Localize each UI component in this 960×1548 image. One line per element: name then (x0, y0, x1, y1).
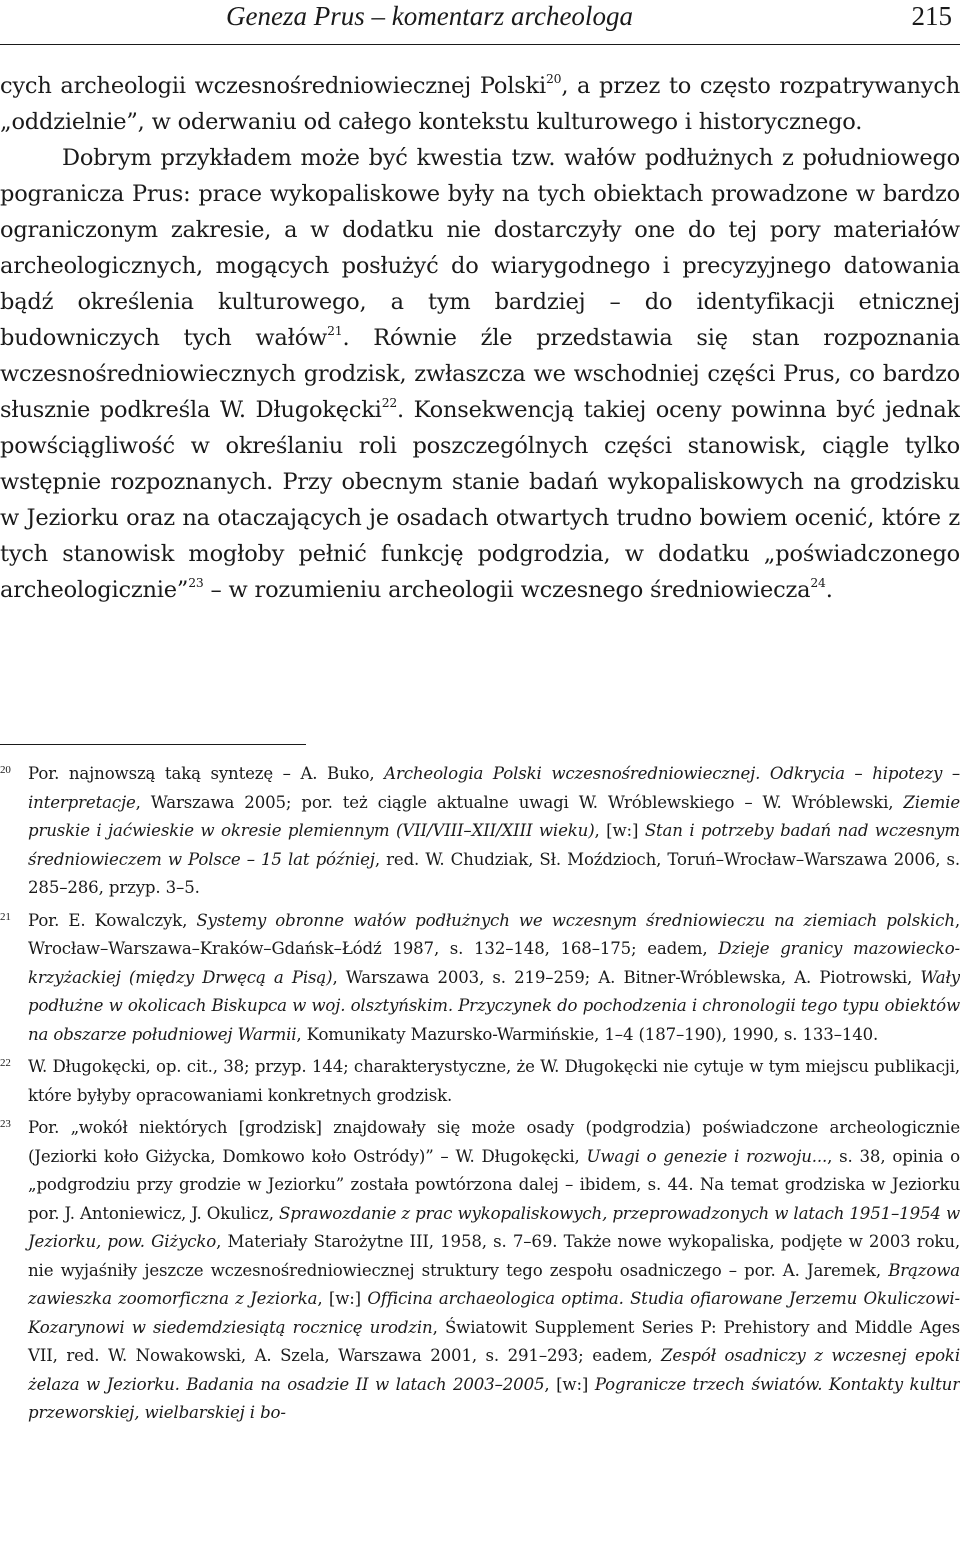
text-run: , red. W. Chudziak, Sł. Moździoch, Toruń–Wrocław–Warszawa 2006, s. 285–286, przyp. 3–5. (28, 849, 960, 897)
text-run: , Materiały Starożytne III, 1958, s. 7–69. Także nowe wykopaliska, podjęte w 2003 roku, nie wyjaśniły jeszcze wczesnośredniowiecznej struktury tego zespołu osadniczego – por. A. Jaremek, (28, 1232, 960, 1280)
italic-title: Uwagi o genezie i rozwoju... (586, 1146, 828, 1166)
page-number: 215 (911, 1, 952, 31)
text-run: , Komunikaty Mazursko-Warmińskie, 1–4 (187–190), 1990, s. 133–140. (296, 1024, 879, 1044)
footnote-reference: 22 (381, 396, 398, 411)
text-run: Por. najnowszą taką syntezę – A. Buko, (28, 764, 385, 783)
text-run: , Warszawa 2003, s. 219–259; A. Bitner-Wróblewska, A. Piotrowski, (332, 967, 921, 987)
footnote-body (28, 1114, 960, 1428)
footnote-body (28, 1053, 960, 1110)
footnote-number: 23 (0, 1118, 11, 1130)
text-run: . Konsekwencją takiej oceny powinna być jednak powściągliwość w określaniu roli poszczególnych części stanowisk, ciągle tylko wstępnie rozpoznanych. Przy obecnym stanie badań wykopaliskowych na grodzisku w Jeziorku oraz na otaczających je osadach otwartych trudno bowiem ocenić, które z tych stanowisk mogłoby pełnić funkcję podgrodzia, w dodatku „poświadczonego archeologicznie” (0, 397, 960, 603)
footnote-20 (0, 760, 960, 903)
text-run: , [w:] (544, 1374, 595, 1394)
text-run: Por. E. Kowalczyk, (28, 910, 197, 930)
footnote-number: 22 (0, 1057, 11, 1069)
text-run: – w rozumieniu archeologii wczesnego średniowiecza (203, 577, 811, 603)
footnote-body (28, 907, 960, 1050)
italic-title: Ziemie pruskie i jaćwieskie w okresie plemiennym (VII/VIII–XII/XIII wieku) (28, 792, 960, 840)
text-run: . Równie źle przedstawia się stan rozpoznania wczesnośredniowiecznych grodzisk, zwłaszcza we wschodniej części Prus, co bardzo słusznie podkreśla W. Długokęcki (0, 325, 960, 423)
text-run: cych archeologii wczesnośredniowiecznej Polski (0, 73, 546, 99)
text-run: , a przez to często rozpatrywanych „oddzielnie”, w oderwaniu od całego kontekstu kulturowego i historycznego. (0, 73, 960, 135)
italic-title: Sprawozdanie z prac wykopaliskowych, przeprowadzonych w latach 1951–1954 w Jeziorku, pow. Giżycko (28, 1203, 960, 1251)
footnote-21 (0, 907, 960, 1050)
italic-title: Officina archaeologica optima. Studia ofiarowane Jerzemu Okuliczowi-Kozarynowi w siedemdziesiątą rocznicę urodzin (28, 1289, 960, 1337)
italic-title: Zespół osadniczy z wczesnej epoki żelaza w Jeziorku. Badania na osadzie II w latach 2003–2005 (28, 1346, 960, 1394)
footnote-body (28, 760, 960, 903)
footnotes (0, 760, 960, 1432)
text-run: , Światowit Supplement Series P: Prehistory and Middle Ages VII, red. W. Nowakowski, A. Szela, Warszawa 2001, s. 291–293; eadem, (28, 1317, 960, 1365)
text-run: W. Długokęcki, op. cit., 38; przyp. 144; charakterystyczne, że W. Długokęcki nie cytuje w tym miejscu publikacji, które byłyby opracowaniami konkretnych grodzisk. (28, 1057, 960, 1105)
main-text (0, 68, 960, 608)
text-run: , s. 38, opinia o „podgrodziu przy grodzie w Jeziorku” została powtórzona dalej – ibidem, s. 44. Na temat grodziska w Jeziorku por. J. Antoniewicz, J. Okulicz, (28, 1146, 960, 1223)
header-rule (0, 44, 960, 45)
footnote-22 (0, 1053, 960, 1110)
text-run: Dobrym przykładem może być kwestia tzw. wałów podłużnych z południowego pogranicza Prus: prace wykopaliskowe były na tych obiektach prowadzone w bardzo ograniczonym zakresie, a w dodatku nie dostarczyły one do tej pory materiałów archeologicznych, mogących posłużyć do wiarygodnego i precyzyjnego datowania bądź określenia kulturowego, a tym bardziej – do identyfikacji etnicznej budowniczych tych wałów (0, 145, 960, 351)
italic-title: Brązowa zawieszka zoomorficzna z Jeziorka (28, 1260, 960, 1308)
italic-title: Archeologia Polski wczesnośredniowiecznej. Odkrycia – hipotezy – interpretacje (28, 764, 960, 812)
italic-title: Dzieje granicy mazowiecko-krzyżackiej (między Drwęcą a Pisą) (28, 939, 960, 987)
text-run: Por. „wokół niektórych [grodzisk] znajdowały się może osady (podgrodzia) poświadczone archeologicznie (Jeziorki koło Giżycka, Domkowo koło Ostródy)” – W. Długokęcki, (28, 1118, 960, 1166)
italic-title: Stan i potrzeby badań nad wczesnym średniowieczem w Polsce – 15 lat później (28, 821, 960, 869)
text-run: , Warszawa 2005; por. też ciągle aktualne uwagi W. Wróblewskiego – W. Wróblewski, (135, 792, 904, 812)
footnote-reference: 20 (545, 72, 562, 87)
footnote-reference: 24 (810, 576, 826, 591)
italic-title: Wały podłużne w okolicach Biskupca w woj. olsztyńskim. Przyczynek do pochodzenia i chronologii tego typu obiektów na obszarze południowej Warmii (28, 967, 960, 1044)
footnote-reference: 21 (327, 324, 343, 339)
running-title: Geneza Prus – komentarz archeologa (226, 1, 633, 31)
running-header (0, 0, 960, 46)
footnote-separator (0, 744, 306, 745)
text-run: . (825, 577, 833, 603)
italic-title: Systemy obronne wałów podłużnych we wczesnym średniowieczu na ziemiach polskich (196, 910, 955, 930)
text-run: , Wrocław–Warszawa–Kraków–Gdańsk–Łódź 1987, s. 132–148, 168–175; eadem, (28, 910, 960, 958)
italic-title: Pogranicze trzech światów. Kontakty kultur przeworskiej, wielbarskiej i bo- (28, 1374, 960, 1422)
footnote-number: 20 (0, 764, 11, 776)
text-run: , [w:] (594, 821, 645, 840)
footnote-number: 21 (0, 910, 11, 923)
paragraph-2 (0, 140, 960, 608)
text-run: , [w:] (317, 1289, 368, 1308)
footnote-23 (0, 1114, 960, 1428)
footnote-reference: 23 (188, 576, 204, 591)
paragraph-1 (0, 68, 960, 140)
